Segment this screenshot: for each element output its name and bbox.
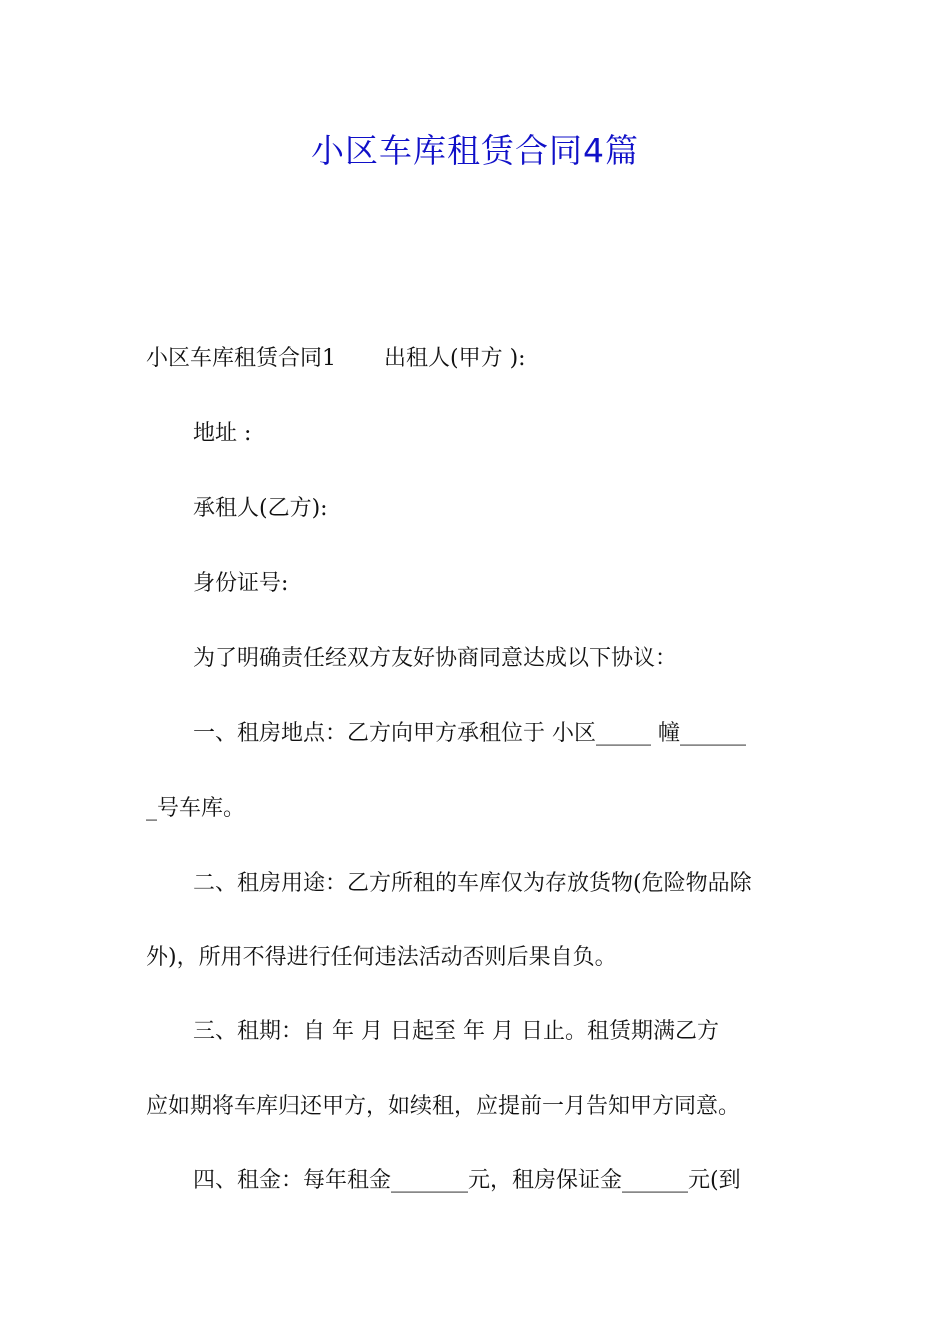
contract-heading-line [146,344,810,374]
clause-1-line-1: 一、租房地点：乙方向甲方承租位于 小区_____ 幢______ [193,721,746,746]
clause-2-line-1: 二、租房用途：乙方所租的车库仅为存放货物(危险物品除 [193,871,752,896]
address-label: 地址 : [193,421,252,446]
clause-4-line-1: 四、租金：每年租金_______元，租房保证金______元(到 [193,1168,741,1193]
clause-1-line-2: _号车库。 [146,796,246,821]
clause-2-line-2: 外)，所用不得进行任何违法活动否则后果自负。 [146,945,617,970]
clause-3-line-2: 应如期将车库归还甲方，如续租，应提前一月告知甲方同意。 [146,1094,741,1119]
document-title: 小区车库租赁合同4篇 [311,131,639,170]
agreement-intro: 为了明确责任经双方友好协商同意达成以下协议： [193,646,678,671]
lessor-label: 出租人(甲方 ): [384,346,526,371]
lessee-label: 承租人(乙方): [193,496,328,521]
id-number-label: 身份证号: [193,571,289,596]
contract-subtitle: 小区车库租赁合同1 [146,346,336,371]
clause-3-line-1: 三、租期：自 年 月 日起至 年 月 日止。租赁期满乙方 [193,1019,719,1044]
